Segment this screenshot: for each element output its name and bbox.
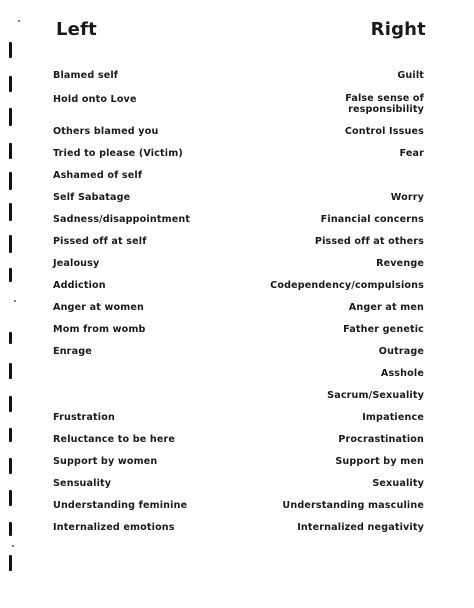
right-item: Sexuality — [372, 478, 424, 489]
left-item: Reluctance to be here — [53, 434, 176, 445]
left-item: Frustration — [53, 412, 115, 423]
scan-speck — [12, 545, 14, 547]
left-item: Sadness/disappointment — [53, 214, 191, 225]
left-item: Anger at women — [53, 302, 144, 313]
binder-mark — [9, 363, 12, 379]
binder-mark — [9, 143, 12, 159]
left-item: Hold onto Love — [53, 94, 137, 105]
binder-mark — [9, 555, 12, 571]
binder-mark — [9, 172, 12, 190]
left-item: Sensuality — [53, 478, 112, 489]
left-item: Addiction — [53, 280, 106, 291]
binder-mark — [9, 203, 12, 221]
right-item: responsibility — [348, 104, 424, 115]
right-item: Financial concerns — [320, 214, 424, 225]
left-item: Self Sabatage — [53, 192, 131, 203]
binder-mark — [9, 522, 12, 536]
right-item: Sacrum/Sexuality — [327, 390, 424, 401]
left-item: Pissed off at self — [53, 236, 147, 247]
right-item: Impatience — [362, 412, 424, 423]
right-item: Guilt — [397, 70, 424, 81]
left-item: Mom from womb — [53, 324, 146, 335]
left-item: Others blamed you — [53, 126, 159, 137]
binder-mark — [9, 332, 12, 344]
right-item: Asshole — [380, 368, 424, 379]
scan-speck — [18, 20, 20, 22]
binder-mark — [9, 42, 12, 58]
left-item: Jealousy — [53, 258, 100, 269]
left-heading: Left — [56, 19, 97, 40]
left-item: Understanding feminine — [53, 500, 188, 511]
right-heading: Right — [370, 19, 426, 40]
left-item: Tried to please (Victim) — [53, 148, 183, 159]
right-item: Control Issues — [344, 126, 424, 137]
right-item: Fear — [399, 148, 424, 159]
right-item: Worry — [390, 192, 424, 203]
binder-mark — [9, 76, 12, 92]
right-item: Outrage — [378, 346, 424, 357]
right-item: Revenge — [376, 258, 424, 269]
right-item: Internalized negativity — [297, 522, 424, 533]
binder-mark — [9, 490, 12, 506]
left-item: Ashamed of self — [53, 170, 143, 181]
left-item: Support by women — [53, 456, 158, 467]
right-item: Anger at men — [348, 302, 424, 313]
binder-mark — [9, 108, 12, 126]
right-item: Codependency/compulsions — [270, 280, 424, 291]
right-item: Understanding masculine — [282, 500, 424, 511]
left-item: Enrage — [53, 346, 92, 357]
scan-speck — [14, 300, 16, 302]
binder-mark — [9, 428, 12, 442]
right-item: Father genetic — [343, 324, 424, 335]
binder-mark — [9, 396, 12, 412]
left-item: Blamed self — [53, 70, 119, 81]
binder-mark — [9, 268, 12, 282]
right-item: Procrastination — [338, 434, 424, 445]
right-item: False sense of — [345, 93, 424, 104]
right-item: Support by men — [335, 456, 424, 467]
binder-mark — [9, 458, 12, 474]
binder-mark — [9, 235, 12, 253]
right-item: Pissed off at others — [314, 236, 424, 247]
left-item: Internalized emotions — [53, 522, 175, 533]
